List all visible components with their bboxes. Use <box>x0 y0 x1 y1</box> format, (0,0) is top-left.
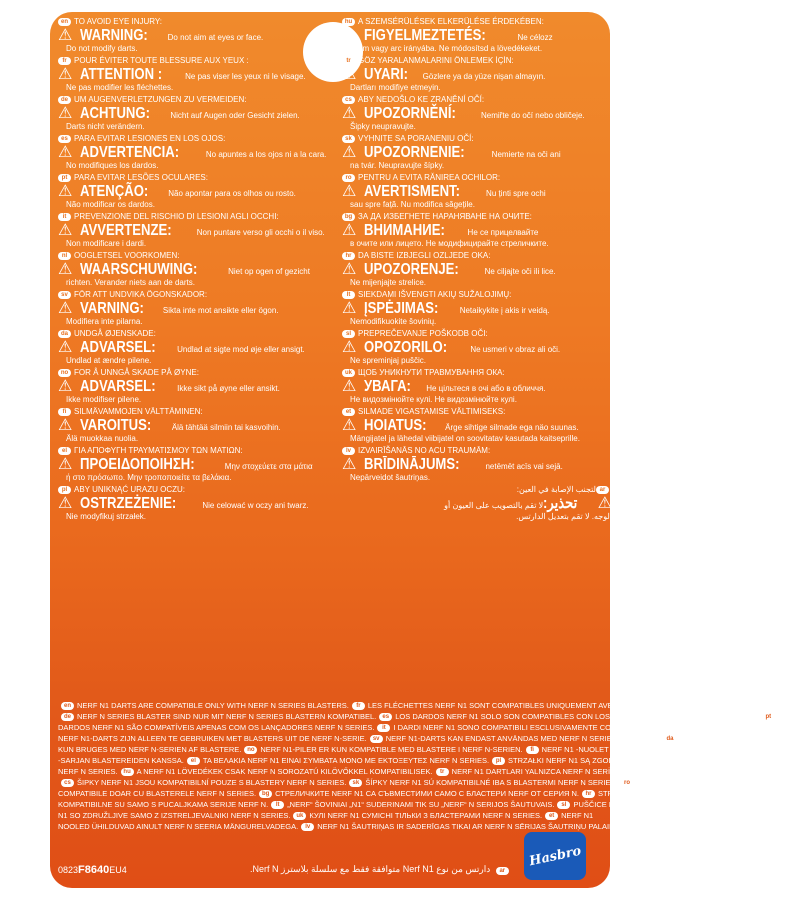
lang-code-badge: el <box>58 447 71 455</box>
compat-text: NERF N1-DARTS ZIJN ALLEEN TE GEBRUIKEN MET BLASTERS UIT DE NERF N-SERIE. <box>58 734 367 743</box>
warning-word: BRĪDINĀJUMS: <box>364 456 460 473</box>
warning-entry-sl <box>342 328 612 366</box>
lang-code-badge: ar <box>496 867 509 875</box>
lang-code-badge: sk <box>342 135 355 143</box>
lang-code-badge: et <box>342 408 355 416</box>
lang-code-badge: da <box>663 735 676 743</box>
warning-entry-lv <box>342 445 612 483</box>
compat-text: STRELICE NERF N1 <box>597 789 669 798</box>
warning-subtext: sau spre față. Nu modifica săgețile. <box>350 200 475 209</box>
warning-message: Не цільтеся в очі або в обличчя. <box>426 384 546 393</box>
warning-message: Μην στοχεύετε στα μάτια <box>224 462 313 471</box>
warning-subtext: в очите или лицето. Не модифицирайте стреличките. <box>350 239 549 248</box>
lang-code-badge: sv <box>370 735 383 743</box>
warning-word: ΠΡΟΕΙΔΟΠΟΙΗΣΗ: <box>80 456 195 473</box>
lang-code-badge: el <box>187 757 200 765</box>
lang-code-badge: et <box>545 812 558 820</box>
warning-triangle-icon: ⚠ <box>597 495 612 512</box>
compat-text: СТРЕЛИЧКИТЕ NERF N1 СА СЪВМЕСТИМИ САМО С БЛАСТЕРИ NERF ОТ СЕРИЯ N. <box>275 789 579 798</box>
warning-subtext: Ikke modifiser pilene. <box>66 395 142 404</box>
product-code: 0823F8640EU4 <box>58 864 127 876</box>
warning-heading <box>58 27 328 44</box>
warning-word: ATTENTION : <box>80 66 163 83</box>
warning-subtext: No modifiques los dardos. <box>66 161 159 170</box>
warning-subtext: Šipky neupravujte. <box>350 122 416 131</box>
warning-word: WAARSCHUWING: <box>80 261 198 278</box>
warning-message: Ikke sikt på øyne eller ansikt. <box>177 384 280 393</box>
warning-triangle-icon: ⚠ <box>342 300 357 317</box>
warning-message: No apuntes a los ojos ni a la cara. <box>205 150 327 159</box>
compat-line <box>58 755 732 766</box>
warning-entry-bg <box>342 211 612 249</box>
warning-triangle-icon: ⚠ <box>342 417 357 434</box>
warning-message: Не се прицелвайте <box>467 228 539 237</box>
compat-text: -SARJAN BLASTEREIDEN KANSSA. <box>58 756 184 765</box>
warning-word: УВАГА: <box>364 378 411 395</box>
lang-code-badge: fr <box>352 702 365 710</box>
warning-word: ADVERTENCIA: <box>80 144 180 161</box>
lang-code-badge: lt <box>342 291 355 299</box>
warning-intro: ro PENTRU A EVITA RĂNIREA OCHILOR: <box>342 172 612 183</box>
warning-entry-et <box>342 406 612 444</box>
compat-text: NERF N1 DARTS ARE COMPATIBLE ONLY WITH NERF N SERIES BLASTERS. <box>77 701 349 710</box>
warning-message: Ne pas viser les yeux ni le visage. <box>185 72 306 81</box>
warnings-left-column <box>58 16 328 523</box>
warning-word: ACHTUNG: <box>80 105 150 122</box>
warning-triangle-icon: ⚠ <box>342 261 357 278</box>
lang-code-badge: cs <box>61 779 74 787</box>
warning-intro: sk VYHNITE SA PORANENIU OČÍ: <box>342 133 612 144</box>
warning-triangle-icon: ⚠ <box>342 183 357 200</box>
warning-intro: el ΓΙΑ ΑΠΟΦΥΓΗ ΤΡΑΥΜΑΤΙΣΜΟΥ ΤΩΝ ΜΑΤΙΩΝ: <box>58 445 328 456</box>
compat-line <box>58 777 730 788</box>
warning-heading <box>58 300 328 317</box>
lang-code-badge: cs <box>342 96 355 104</box>
warning-message: Undlad at sigte mod øje eller ansigt. <box>177 345 305 354</box>
lang-code-badge: pl <box>492 757 505 765</box>
warning-triangle-icon: ⚠ <box>58 183 73 200</box>
compat-line <box>58 733 757 744</box>
compat-text: NERF N1 ŠAUTRIŅAS IR SADERĪGAS TIKAI AR NERF N SĒRIJAS ŠAUTRIŅU PALAIDĒJIEM. <box>317 822 639 831</box>
compat-text: OS <box>777 712 789 721</box>
warning-word: UYARI: <box>364 66 408 83</box>
warning-intro: nl OOGLETSEL VOORKOMEN: <box>58 250 328 261</box>
warning-triangle-icon: ⚠ <box>342 378 357 395</box>
compat-text: KUN BRUGES MED NERF N-SERIEN AF BLASTERE. <box>58 745 242 754</box>
warning-heading <box>342 105 612 122</box>
warning-intro: fi SILMÄVAMMOJEN VÄLTTÄMINEN: <box>58 406 328 417</box>
warning-entry-nl <box>58 250 328 288</box>
compat-text: NERF N1-DARTS KAN <box>679 734 757 743</box>
compat-text: ŠIPKY NERF N1 JSOU KOMPATIBILNÍ POUZE S BLASTERY NERF N SERIES. <box>77 778 347 787</box>
compat-line <box>58 799 630 810</box>
warning-message: Nemiřte do očí nebo obličeje. <box>481 111 585 120</box>
compat-text: A NERF N1 LÖVEDÉKEK CSAK NERF N SOROZATÚ KILÖVŐKKEL KOMPATIBILISEK. <box>136 767 433 776</box>
warning-message: Nu ținti spre ochi <box>486 189 546 198</box>
warning-subtext: Не видозмінюйте кулі. Не видозмінюйте кулі. <box>350 395 517 404</box>
warning-entry-de <box>58 94 328 132</box>
warning-word: ADVARSEL: <box>80 339 156 356</box>
compat-text: DARDOS NERF N1 SÃO COMPATÍVEIS APENAS COM OS LANÇADORES NERF N SERIES. <box>58 723 375 732</box>
warning-triangle-icon: ⚠ <box>342 222 357 239</box>
warning-intro: tr GÖZ YARALANMALARINI ÖNLEMEK İÇİN: <box>342 55 612 66</box>
compat-text: NERF N1 -NUOLET OVAT YHTEENSOPIVIA VAIN NERF N <box>541 745 741 754</box>
warning-intro: en TO AVOID EYE INJURY: <box>58 16 328 27</box>
warning-heading <box>58 456 328 473</box>
lang-code-badge: uk <box>342 369 355 377</box>
warning-message: Nemierte na oči ani <box>491 150 561 159</box>
warning-heading <box>58 495 328 512</box>
warning-heading <box>342 417 612 434</box>
warning-word: HOIATUS: <box>364 417 427 434</box>
warning-message: Ne usmeri v obraz ali oči. <box>470 345 561 354</box>
lang-code-badge: de <box>58 96 71 104</box>
lang-code-badge: hu <box>121 768 134 776</box>
warning-intro: it PREVENZIONE DEL RISCHIO DI LESIONI AGLI OCCHI: <box>58 211 328 222</box>
compat-line <box>58 700 738 711</box>
warning-entry-hr <box>342 250 612 288</box>
warning-subtext: Não modificar os dardos. <box>66 200 155 209</box>
warning-triangle-icon: ⚠ <box>58 27 73 44</box>
lang-code-badge: sv <box>58 291 71 299</box>
warning-word: UPOZORNENIE: <box>364 144 465 161</box>
warning-subtext: Darts nicht verändern. <box>66 122 145 131</box>
warning-intro: de UM AUGENVERLETZUNGEN ZU VERMEIDEN: <box>58 94 328 105</box>
warning-entry-tr <box>342 55 612 93</box>
warning-entry-lt <box>342 289 612 327</box>
compat-text: N1 SO ZDRUŽLJIVE SAMO Z IZSTRELJEVALNIKI NERF N SERIES. <box>58 811 291 820</box>
warning-heading <box>58 183 328 200</box>
compat-line <box>58 810 603 821</box>
lang-code-badge: de <box>61 713 74 721</box>
warning-heading <box>342 339 612 356</box>
warning-subtext: Non modificare i dardi. <box>66 239 147 248</box>
warning-subtext: Ne mijenjajte strelice. <box>350 278 427 287</box>
warning-heading <box>342 495 612 512</box>
compat-text: SĂGEȚILE NERF N1 SUNT <box>636 778 730 787</box>
warning-word: UPOZORNĚNÍ: <box>364 105 456 122</box>
hasbro-logo: Hasbro <box>524 832 586 880</box>
compat-text: LES FLÉCHETTES NERF N1 SONT COMPATIBLES UNIQUEMENT AVEC LES BLASTERS NERF N SERIES. <box>367 701 738 710</box>
lang-code-badge: es <box>58 135 71 143</box>
lang-code-badge: fi <box>526 746 539 754</box>
warning-heading <box>342 27 612 44</box>
warning-entry-en <box>58 16 328 54</box>
warning-heading <box>58 105 328 122</box>
compat-text: I DARDI NERF N1 SONO COMPATIBILI ESCLUSIVAMENTE CON I BLASTER NERF N SERIES. <box>393 723 719 732</box>
warning-intro: uk ЩОБ УНИКНУТИ ТРАВМУВАННЯ ОКА: <box>342 367 612 378</box>
warning-heading <box>342 300 612 317</box>
lang-code-badge: fr <box>58 57 71 65</box>
warning-triangle-icon: ⚠ <box>58 261 73 278</box>
warning-card <box>50 12 789 888</box>
warning-entry-hu <box>342 16 612 54</box>
lang-code-badge: ro <box>342 174 355 182</box>
warning-heading <box>342 456 612 473</box>
warning-subtext: Do not modify darts. <box>66 44 138 53</box>
warning-message: netēmēt acīs vai sejā. <box>485 462 563 471</box>
compat-line <box>58 722 719 733</box>
compat-text: ΤΑ ΒΕΛΑΚΙΑ NERF N1 ΕΙΝΑΙ ΣΥΜΒΑΤΑ ΜΟΝΟ ΜΕ ΕΚΤΟΞΕΥΤΕΣ NERF N SERIES. <box>202 756 490 765</box>
lang-code-badge: hu <box>342 18 355 26</box>
compat-text: КУЛІ NERF N1 СУМІСНІ ТІЛЬКИ З БЛАСТЕРАМИ NERF N SERIES. <box>309 811 543 820</box>
warning-subtext: Ne spreminjaj puščic. <box>350 356 427 365</box>
warning-intro: ar لتجنب الإصابة في العين: <box>342 484 612 495</box>
warning-intro: cs ABY NEDOŠLO KE ZRANĚNÍ OČÍ: <box>342 94 612 105</box>
warning-word: OSTRZEŻENIE: <box>80 495 177 512</box>
compat-text: NERF N1-PILER ER KUN KOMPATIBLE MED BLASTERE I NERF N-SERIEN. <box>260 745 523 754</box>
warning-message: Gözlere ya da yüze nişan almayın. <box>422 72 546 81</box>
warning-message: Älä tähtää silmiin tai kasvoihin. <box>171 423 281 432</box>
lang-code-badge: da <box>58 330 71 338</box>
warning-subtext: Nie modyfikuj strzałek. <box>66 512 147 521</box>
compat-line <box>58 766 759 777</box>
warning-triangle-icon: ⚠ <box>58 222 73 239</box>
warning-word: VARNING: <box>80 300 144 317</box>
warning-intro: fr POUR ÉVITER TOUTE BLESSURE AUX YEUX : <box>58 55 328 66</box>
warning-triangle-icon: ⚠ <box>58 378 73 395</box>
warning-entry-pt <box>58 172 328 210</box>
warning-entry-ar <box>342 484 612 522</box>
warning-entry-fi <box>58 406 328 444</box>
warning-subtext: Älä muokkaa nuolia. <box>66 434 139 443</box>
compat-text: „NERF“ ŠOVINIAI „N1“ SUDERINAMI TIK SU „NERF“ N SERIJOS ŠAUTUVAIS. <box>287 800 555 809</box>
warning-subtext: Dartları modifiye etmeyin. <box>350 83 441 92</box>
warning-subtext: szem vagy arc irányába. Ne módosítsd a lövedékeket. <box>350 44 543 53</box>
warning-intro: lt SIEKDAMI IŠVENGTI AKIŲ SUŽALOJIMŲ: <box>342 289 612 300</box>
warning-intro: sl PREPREČEVANJE POŠKODB OČI: <box>342 328 612 339</box>
warning-triangle-icon: ⚠ <box>342 144 357 161</box>
warning-message: Nicht auf Augen oder Gesicht zielen. <box>170 111 300 120</box>
lang-code-badge: nl <box>58 252 71 260</box>
warning-triangle-icon: ⚠ <box>342 66 357 83</box>
warning-intro: da UNDGÅ ØJENSKADE: <box>58 328 328 339</box>
compat-line <box>58 821 639 832</box>
warning-subtext: richten. Verander niets aan de darts. <box>66 278 195 287</box>
warning-subtext: الوجه. لا تقم بتعديل الدارتس. <box>516 512 612 521</box>
warning-intro: es PARA EVITAR LESIONES EN LOS OJOS: <box>58 133 328 144</box>
warning-entry-ro <box>342 172 612 210</box>
warning-message: Ne ciljajte oči ili lice. <box>484 267 556 276</box>
lang-code-badge: en <box>61 702 74 710</box>
warning-triangle-icon: ⚠ <box>58 66 73 83</box>
compat-line <box>58 744 741 755</box>
compat-text: COMPATIBILE DOAR CU BLASTERELE NERF N SERIES. <box>58 789 257 798</box>
lang-code-badge: no <box>244 746 257 754</box>
warning-heading <box>342 378 612 395</box>
warning-word: ATENÇÃO: <box>80 183 149 200</box>
warning-subtext: Ne pas modifier les fléchettes. <box>66 83 174 92</box>
warning-subtext: na tvár. Neupravujte šípky. <box>350 161 445 170</box>
lang-code-badge: lv <box>342 447 355 455</box>
warning-heading <box>58 144 328 161</box>
warning-triangle-icon: ⚠ <box>58 456 73 473</box>
compat-line <box>58 788 669 799</box>
compatibility-notice <box>58 700 789 832</box>
warning-entry-uk <box>342 367 612 405</box>
warning-heading <box>342 183 612 200</box>
compat-text: KOMPATIBILNE SU SAMO S PUCALJKAMA SERIJE NERF N. <box>58 800 269 809</box>
warning-heading <box>342 66 612 83</box>
warning-triangle-icon: ⚠ <box>58 417 73 434</box>
lang-code-badge: it <box>377 724 390 732</box>
lang-code-badge: hr <box>342 252 355 260</box>
lang-code-badge: bg <box>342 213 355 221</box>
warning-word: UPOZORENJE: <box>364 261 459 278</box>
warning-word: VAROITUS: <box>80 417 152 434</box>
lang-code-badge: hr <box>582 790 595 798</box>
warning-intro: hr DA BISTE IZBJEGLI OZLJEDE OKA: <box>342 250 612 261</box>
warning-triangle-icon: ⚠ <box>58 300 73 317</box>
warning-intro: pl ABY UNIKNĄĆ URAZU OCZU: <box>58 484 328 495</box>
lang-code-badge: lv <box>301 823 314 831</box>
warning-subtext: Undlad at ændre pilene. <box>66 356 152 365</box>
warning-message: Nie celować w oczy ani twarz. <box>202 501 309 510</box>
warning-message: Niet op ogen of gezicht <box>228 267 310 276</box>
warning-intro: lv IZVAIRĪŠANĀS NO ACU TRAUMĀM: <box>342 445 612 456</box>
warning-message: Sikta inte mot ansikte eller ögon. <box>162 306 279 315</box>
warning-triangle-icon: ⚠ <box>342 339 357 356</box>
lang-code-badge: pl <box>58 486 71 494</box>
warning-heading <box>58 339 328 356</box>
lang-code-badge: sl <box>342 330 355 338</box>
warning-entry-pl <box>58 484 328 522</box>
compat-text: STRZAŁKI NERF N1 SĄ ZGODNE WYŁĄCZNIE Z WYRZUTNIAMI <box>508 756 732 765</box>
warning-subtext: Nepārveidot šautriņas. <box>350 473 431 482</box>
compat-text: NERF N SERIES BLASTER SIND NUR MIT NERF N SERIES BLASTERN KOMPATIBEL. <box>77 712 377 721</box>
warning-heading <box>342 144 612 161</box>
warning-heading <box>342 222 612 239</box>
lang-code-badge: fi <box>58 408 71 416</box>
warning-word: WARNING: <box>80 27 148 44</box>
warning-subtext: Nemodifikuokite šovinių. <box>350 317 437 326</box>
warning-entry-cs <box>342 94 612 132</box>
compat-text: ŠÍPKY NERF N1 SÚ KOMPATIBILNÉ IBA S BLASTERMI NERF N SERIES. <box>365 778 618 787</box>
compat-text: PUŠČICE NERF <box>573 800 630 809</box>
warning-word: OPOZORILO: <box>364 339 448 356</box>
warning-message: Non puntare verso gli occhi o il viso. <box>196 228 325 237</box>
lang-code-badge: no <box>58 369 71 377</box>
warning-word: ĮSPĖJIMAS: <box>364 300 439 317</box>
warning-triangle-icon: ⚠ <box>58 339 73 356</box>
lang-code-badge: it <box>58 213 71 221</box>
warnings-right-column <box>342 16 612 523</box>
warning-intro: no FOR Å UNNGÅ SKADE PÅ ØYNE: <box>58 367 328 378</box>
warning-word: AVVERTENZE: <box>80 222 172 239</box>
compat-text: NERF N1 DARTLARI YALNIZCA NERF N SERİSİ DART TABANCALARIYLA UYUMLUDUR. <box>451 767 759 776</box>
warning-intro: pt PARA EVITAR LESÕES OCULARES: <box>58 172 328 183</box>
warning-message: Ärge sihtige silmade ega näo suunas. <box>445 423 579 432</box>
lang-code-badge: pt <box>762 713 775 721</box>
warning-intro: hu A SZEMSÉRÜLÉSEK ELKERÜLÉSE ÉRDEKÉBEN: <box>342 16 612 27</box>
warning-triangle-icon: ⚠ <box>58 105 73 122</box>
lang-code-badge: ar <box>596 486 609 494</box>
warning-heading <box>58 417 328 434</box>
compat-line <box>58 711 789 722</box>
lang-code-badge: ro <box>621 779 634 787</box>
warning-message: Netaikykite į akis ir veidą. <box>459 306 550 315</box>
lang-code-badge: sk <box>349 779 362 787</box>
warning-word: AVERTISMENT: <box>364 183 460 200</box>
warning-heading <box>58 66 328 83</box>
warning-subtext: Mängijatel ja lähedal viibijatel on soovitatav kasutada kaitseprille. <box>350 434 580 443</box>
compat-text: NERF N1 <box>561 811 594 820</box>
arabic-compat-footer: ar دارتس من نوع Nerf N1 متوافقة فقط مع سلسلة بلاسترز Nerf N. <box>250 864 512 875</box>
compat-text: NERF N SERIES. <box>58 767 118 776</box>
warning-triangle-icon: ⚠ <box>342 27 357 44</box>
warning-triangle-icon: ⚠ <box>58 144 73 161</box>
warning-triangle-icon: ⚠ <box>342 105 357 122</box>
compat-text: NOOLED ÜHILDUVAD AINULT NERF N SEERIA MÄNGURELVADEGA. <box>58 822 299 831</box>
lang-code-badge: bg <box>259 790 272 798</box>
warning-message: Ne célozz <box>517 33 553 42</box>
warning-entry-sv <box>58 289 328 327</box>
warning-entry-da <box>58 328 328 366</box>
warning-message: Não apontar para os olhos ou rosto. <box>168 189 296 198</box>
warning-heading <box>58 378 328 395</box>
warning-heading <box>58 261 328 278</box>
warning-subtext: Modifiera inte pilarna. <box>66 317 143 326</box>
compat-text: LOS DARDOS NERF N1 SOLO SON COMPATIBLES CON LOS LANZADORES NERF N SERIES DE NERF. <box>395 712 759 721</box>
warning-entry-it <box>58 211 328 249</box>
warning-entry-el <box>58 445 328 483</box>
lang-code-badge: tr <box>342 57 355 65</box>
warning-entry-fr <box>58 55 328 93</box>
warning-word: ВНИМАНИЕ: <box>364 222 445 239</box>
warning-triangle-icon: ⚠ <box>342 456 357 473</box>
warning-word: FIGYELMEZTETÉS: <box>364 27 486 44</box>
warning-message: Do not aim at eyes or face. <box>167 33 264 42</box>
lang-code-badge: es <box>379 713 392 721</box>
lang-code-badge: tr <box>436 768 449 776</box>
warning-intro: et SILMADE VIGASTAMISE VÄLTIMISEKS: <box>342 406 612 417</box>
warning-message: لا تقم بالتصويب على العيون أو <box>444 501 544 510</box>
warning-word: تحذير: <box>543 495 578 512</box>
lang-code-badge: sl <box>557 801 570 809</box>
lang-code-badge: lt <box>271 801 284 809</box>
warning-triangle-icon: ⚠ <box>58 495 73 512</box>
lang-code-badge: uk <box>293 812 306 820</box>
warning-subtext: ή στο πρόσωπο. Μην τροποποιείτε τα βελάκια. <box>66 473 232 482</box>
warning-heading <box>58 222 328 239</box>
warning-entry-sk <box>342 133 612 171</box>
compat-text: NERF N1-DARTS KAN ENDAST ANVÄNDAS MED NERF N SERIES-BLASTERS. <box>385 734 661 743</box>
lang-code-badge: pt <box>58 174 71 182</box>
warning-intro: bg ЗА ДА ИЗБЕГНЕТЕ НАРАНЯВАНЕ НА ОЧИТЕ: <box>342 211 612 222</box>
warning-entry-no <box>58 367 328 405</box>
warning-heading <box>342 261 612 278</box>
warning-word: ADVARSEL: <box>80 378 156 395</box>
warning-intro: sv FÖR ATT UNDVIKA ÖGONSKADOR: <box>58 289 328 300</box>
lang-code-badge: en <box>58 18 71 26</box>
warning-entry-es <box>58 133 328 171</box>
